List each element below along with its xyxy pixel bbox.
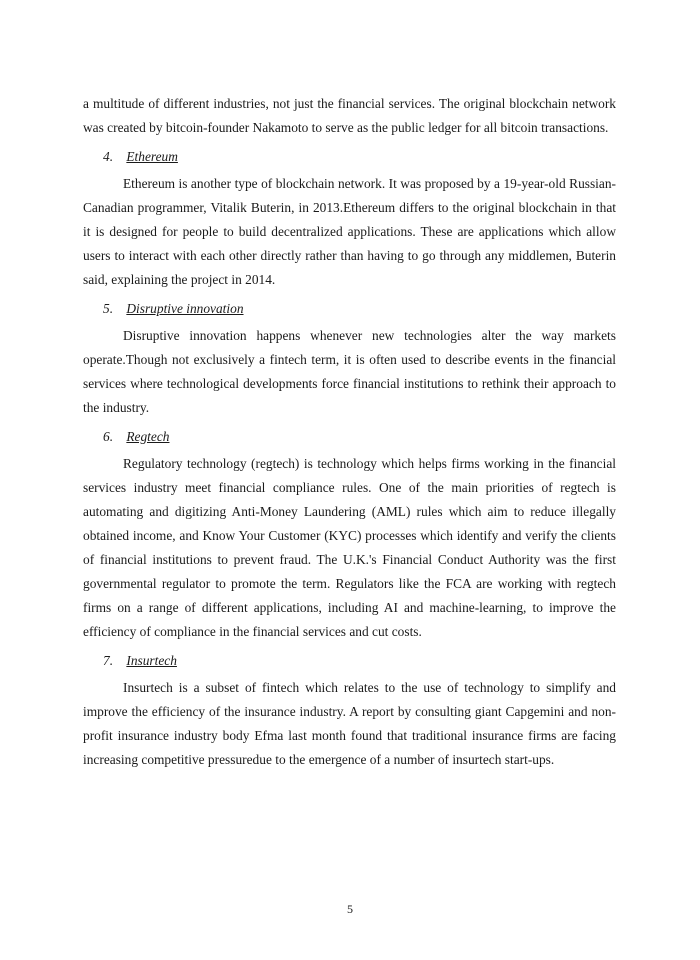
section-heading [83,297,616,321]
section-ethereum [83,145,616,292]
section-body: Disruptive innovation happens whenever new technologies alter the way markets operate.Though not exclusively a fintech term, it is often used to describe events in the financial services where technological developments force financial institutions to rethink their approach to the industry. [83,328,616,415]
section-number: 7. [103,653,114,668]
section-insurtech [83,649,616,772]
section-disruptive-innovation [83,297,616,420]
section-heading [83,145,616,169]
section-title: Ethereum [126,149,178,164]
section-title: Disruptive innovation [126,301,244,316]
intro-paragraph: a multitude of different industries, not just the financial services. The original blockchain network was created by bitcoin-founder Nakamoto to serve as the public ledger for all bitcoin transactions. [83,96,616,135]
section-heading [83,649,616,673]
page-number: 5 [347,902,353,916]
section-body: Regulatory technology (regtech) is technology which helps firms working in the financial services industry meet financial compliance rules. One of the main priorities of regtech is automating and digitizing Anti-Money Laundering (AML) rules which aim to reduce illegally obtained income, and Know Your Customer (KYC) processes which identify and verify the clients of financial institutions to prevent fraud. The U.K.'s Financial Conduct Authority was the first governmental regulator to promote the term. Regulators like the FCA are working with regtech firms on a range of different applications, including AI and machine-learning, to improve the efficiency of compliance in the financial services and cut costs. [83,456,616,639]
section-regtech [83,425,616,644]
section-body: Insurtech is a subset of fintech which relates to the use of technology to simplify and improve the efficiency of the insurance industry. A report by consulting giant Capgemini and non-profit insurance industry body Efma last month found that traditional insurance firms are facing increasing competitive pressuredue to the emergence of a number of insurtech start-ups. [83,680,616,767]
section-number: 4. [103,149,114,164]
section-title: Insurtech [126,653,177,668]
section-title: Regtech [126,429,170,444]
section-number: 6. [103,429,114,444]
section-number: 5. [103,301,114,316]
document-page [83,92,616,772]
section-body: Ethereum is another type of blockchain network. It was proposed by a 19-year-old Russian-Canadian programmer, Vitalik Buterin, in 2013.Ethereum differs to the original blockchain in that it is designed for people to build decentralized applications. These are applications which allow users to interact with each other directly rather than having to go through any middlemen, Buterin said, explaining the project in 2014. [83,176,616,287]
section-heading [83,425,616,449]
